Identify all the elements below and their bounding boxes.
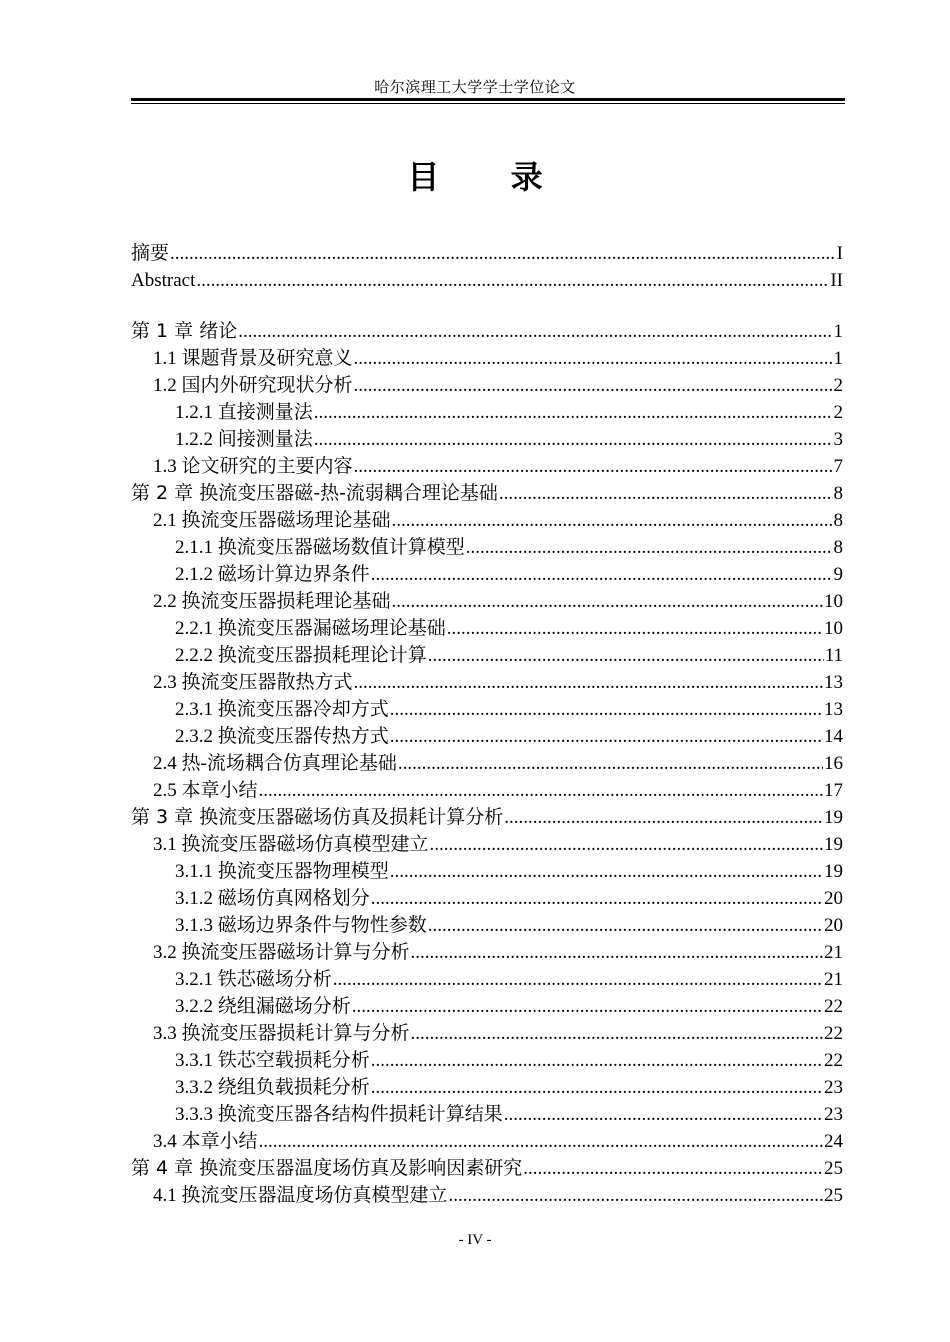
toc-entry-label: 摘要	[131, 243, 170, 264]
toc-entry-label: 3.3 换流变压器损耗计算与分析	[153, 1023, 410, 1044]
toc-leader-dots	[354, 372, 833, 399]
toc-entry[interactable]	[131, 453, 843, 480]
toc-page-number: 2	[833, 402, 843, 423]
toc-leader-dots	[466, 534, 833, 561]
page-number: - IV -	[458, 1232, 492, 1248]
toc-entry[interactable]	[131, 240, 843, 267]
toc-leader-dots	[352, 993, 823, 1020]
toc-entry[interactable]	[131, 426, 843, 453]
toc-entry-label: 2.3.1 换流变压器冷却方式	[175, 699, 389, 720]
toc-entry-label	[131, 804, 503, 831]
toc-entry[interactable]	[131, 1047, 843, 1074]
toc-leader-dots	[259, 777, 823, 804]
toc-entry-label	[131, 1155, 522, 1182]
toc-leader-dots	[390, 723, 823, 750]
toc-page-number: 25	[824, 1158, 843, 1179]
toc-entry-label: 3.4 本章小结	[153, 1131, 258, 1152]
toc-entry-label: Abstract	[131, 270, 196, 291]
toc-page-number: 13	[824, 699, 843, 720]
header-rule-thick	[131, 98, 845, 101]
toc-leader-dots	[392, 588, 823, 615]
toc-leader-dots	[371, 885, 823, 912]
toc-entry[interactable]	[131, 267, 843, 294]
header-rule-thin	[131, 103, 845, 104]
toc-entry-label: 3.2 换流变压器磁场计算与分析	[153, 942, 410, 963]
toc-leader-dots	[314, 426, 833, 453]
toc-entry-label: 1.3 论文研究的主要内容	[153, 456, 353, 477]
toc-leader-dots	[411, 1020, 823, 1047]
toc-page-number: 20	[824, 888, 843, 909]
toc-leader-dots	[354, 453, 833, 480]
toc-leader-dots	[314, 399, 833, 426]
toc-entry[interactable]	[131, 993, 843, 1020]
toc-entry-label: 3.1.2 磁场仿真网格划分	[175, 888, 370, 909]
toc-chapter-entry[interactable]	[131, 804, 843, 831]
toc-page-number: 24	[824, 1131, 843, 1152]
toc-entry-label: 2.4 热-流场耦合仿真理论基础	[153, 753, 397, 774]
toc-entry-label: 3.2.2 绕组漏磁场分析	[175, 996, 351, 1017]
toc-entry-label	[131, 318, 237, 345]
toc-chapter-label-text: 第 3 章 换流变压器磁场仿真及损耗计算分析	[131, 806, 504, 828]
toc-page-number: 8	[833, 537, 843, 558]
toc-page-number: 19	[824, 807, 843, 828]
toc-leader-dots	[449, 1182, 823, 1209]
toc-entry[interactable]	[131, 885, 843, 912]
table-of-contents	[131, 240, 843, 1209]
toc-page-number: 25	[824, 1185, 843, 1206]
toc-entry-label: 3.2.1 铁芯磁场分析	[175, 969, 332, 990]
toc-chapter-entry[interactable]	[131, 318, 843, 345]
toc-page-number: 2	[833, 375, 843, 396]
toc-page-number: 19	[824, 861, 843, 882]
toc-entry-label: 3.3.1 铁芯空载损耗分析	[175, 1050, 370, 1071]
toc-leader-dots	[504, 1101, 823, 1128]
toc-entry[interactable]	[131, 831, 843, 858]
toc-leader-dots	[428, 912, 823, 939]
toc-entry-label: 2.2 换流变压器损耗理论基础	[153, 591, 391, 612]
toc-page-number: 19	[824, 834, 843, 855]
toc-page-number: 21	[824, 969, 843, 990]
toc-page-number: 20	[824, 915, 843, 936]
toc-entry[interactable]	[131, 777, 843, 804]
toc-entry[interactable]	[131, 966, 843, 993]
toc-chapter-entry[interactable]	[131, 480, 843, 507]
toc-entry[interactable]	[131, 345, 843, 372]
toc-page-number: 10	[824, 591, 843, 612]
toc-entry[interactable]	[131, 750, 843, 777]
toc-leader-dots	[428, 642, 824, 669]
toc-leader-dots	[354, 345, 833, 372]
toc-entry[interactable]	[131, 588, 843, 615]
toc-entry[interactable]	[131, 1101, 843, 1128]
toc-entry[interactable]	[131, 642, 843, 669]
toc-page-number: 22	[824, 996, 843, 1017]
toc-entry[interactable]	[131, 561, 843, 588]
toc-page-number: 23	[824, 1104, 843, 1125]
toc-entry[interactable]	[131, 534, 843, 561]
toc-page-number: 21	[824, 942, 843, 963]
toc-entry-label: 2.1.1 换流变压器磁场数值计算模型	[175, 537, 465, 558]
toc-leader-dots	[499, 480, 833, 507]
toc-entry-label: 2.1 换流变压器磁场理论基础	[153, 510, 391, 531]
toc-chapter-label-text: 第 1 章 绪论	[131, 320, 238, 342]
toc-entry[interactable]	[131, 507, 843, 534]
toc-leader-dots	[354, 669, 823, 696]
toc-page-number: 1	[833, 321, 843, 342]
toc-entry-label: 3.1.1 换流变压器物理模型	[175, 861, 389, 882]
toc-leader-dots	[259, 1128, 823, 1155]
toc-entry-label: 2.2.2 换流变压器损耗理论计算	[175, 645, 427, 666]
toc-entry-label: 1.2.2 间接测量法	[175, 429, 313, 450]
toc-leader-dots	[333, 966, 823, 993]
toc-entry[interactable]	[131, 615, 843, 642]
toc-page-number: 23	[824, 1077, 843, 1098]
toc-entry-label: 1.2 国内外研究现状分析	[153, 375, 353, 396]
toc-page-number: 22	[824, 1050, 843, 1071]
toc-page-number: 7	[833, 456, 843, 477]
toc-leader-dots	[411, 939, 823, 966]
toc-page-number: 8	[833, 510, 843, 531]
toc-page-number: 14	[824, 726, 843, 747]
toc-entry-label: 1.2.1 直接测量法	[175, 402, 313, 423]
toc-page-number: 13	[824, 672, 843, 693]
toc-entry[interactable]	[131, 399, 843, 426]
toc-leader-dots	[196, 267, 829, 294]
toc-leader-dots	[447, 615, 823, 642]
toc-entry[interactable]	[131, 669, 843, 696]
toc-entry[interactable]	[131, 696, 843, 723]
toc-page-number: 16	[824, 753, 843, 774]
toc-entry[interactable]	[131, 858, 843, 885]
toc-leader-dots	[523, 1155, 823, 1182]
toc-entry-label: 4.1 换流变压器温度场仿真模型建立	[153, 1185, 448, 1206]
toc-leader-dots	[238, 318, 832, 345]
toc-chapter-entry[interactable]	[131, 1155, 843, 1182]
running-header: 哈尔滨理工大学学士学位论文	[374, 78, 576, 96]
toc-entry[interactable]	[131, 372, 843, 399]
toc-page-number: 17	[824, 780, 843, 801]
toc-page-number: 10	[824, 618, 843, 639]
toc-entry-label: 3.1 换流变压器磁场仿真模型建立	[153, 834, 429, 855]
toc-entry-label	[131, 480, 498, 507]
toc-leader-dots	[398, 750, 823, 777]
toc-chapter-label-text: 第 4 章 换流变压器温度场仿真及影响因素研究	[131, 1157, 523, 1179]
toc-title: 目 录	[407, 158, 573, 196]
toc-page-number: 11	[824, 645, 843, 666]
toc-entry-label: 1.1 课题背景及研究意义	[153, 348, 353, 369]
toc-entry[interactable]	[131, 723, 843, 750]
toc-entry-label: 2.3.2 换流变压器传热方式	[175, 726, 389, 747]
toc-entry-label: 2.2.1 换流变压器漏磁场理论基础	[175, 618, 446, 639]
toc-leader-dots	[504, 804, 823, 831]
toc-entry-label: 2.5 本章小结	[153, 780, 258, 801]
toc-leader-dots	[371, 1074, 823, 1101]
toc-entry[interactable]	[131, 1074, 843, 1101]
toc-entry-label: 3.3.3 换流变压器各结构件损耗计算结果	[175, 1104, 503, 1125]
toc-entry[interactable]	[131, 912, 843, 939]
toc-entry-label: 3.1.3 磁场边界条件与物性参数	[175, 915, 427, 936]
toc-entry-label: 2.1.2 磁场计算边界条件	[175, 564, 370, 585]
toc-entry-label: 3.3.2 绕组负载损耗分析	[175, 1077, 370, 1098]
toc-entry[interactable]	[131, 1182, 843, 1209]
toc-leader-dots	[371, 1047, 823, 1074]
toc-entry[interactable]	[131, 1020, 843, 1047]
toc-page-number: 22	[824, 1023, 843, 1044]
toc-page-number: 9	[833, 564, 843, 585]
toc-leader-dots	[170, 240, 836, 267]
toc-entry[interactable]	[131, 1128, 843, 1155]
toc-leader-dots	[390, 858, 823, 885]
toc-entry-label: 2.3 换流变压器散热方式	[153, 672, 353, 693]
toc-page-number: I	[836, 243, 843, 264]
toc-page-number: 3	[833, 429, 843, 450]
toc-page-number: II	[830, 270, 843, 291]
toc-chapter-label-text: 第 2 章 换流变压器磁-热-流弱耦合理论基础	[131, 482, 498, 504]
toc-leader-dots	[430, 831, 823, 858]
toc-page-number: 1	[833, 348, 843, 369]
toc-entry[interactable]	[131, 939, 843, 966]
toc-leader-dots	[392, 507, 833, 534]
toc-leader-dots	[390, 696, 823, 723]
toc-leader-dots	[371, 561, 833, 588]
toc-page-number: 8	[833, 483, 843, 504]
